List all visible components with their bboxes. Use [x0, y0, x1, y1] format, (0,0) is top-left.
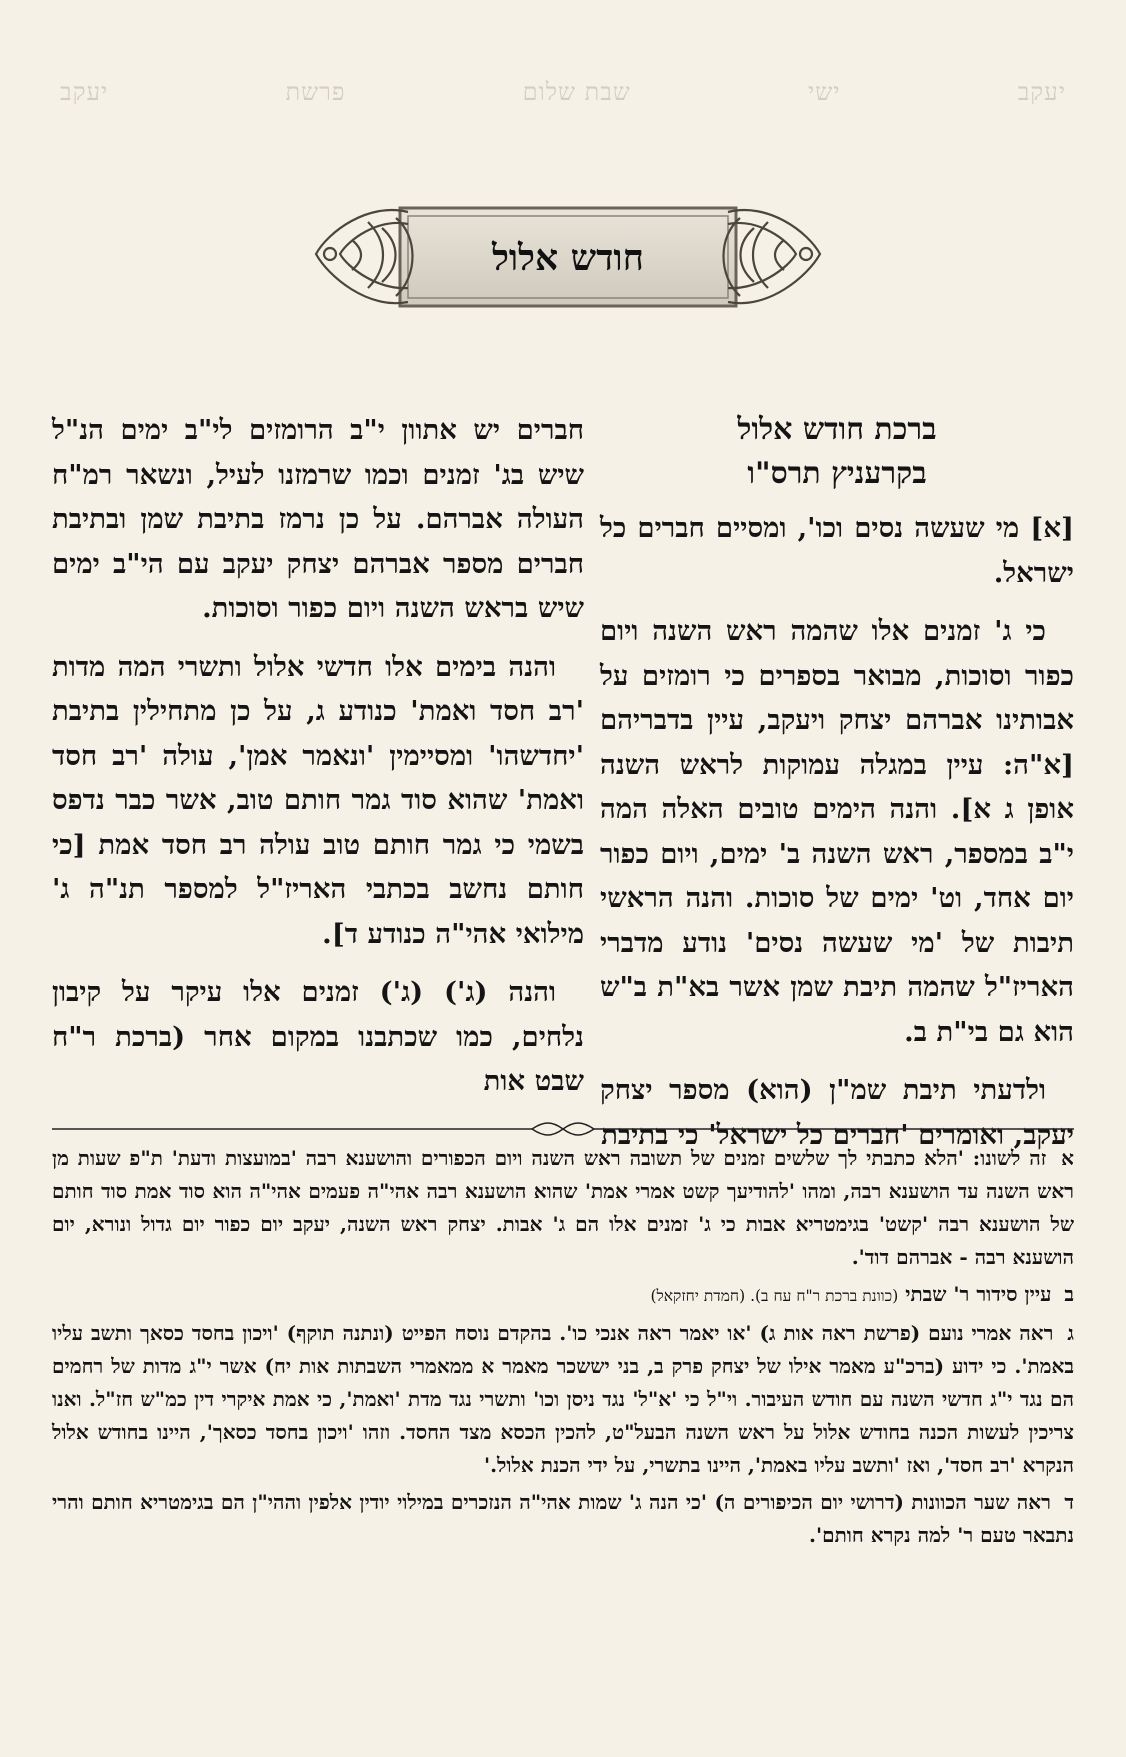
page-title: חודש אלול: [492, 237, 644, 279]
footnote-letter: א: [1061, 1146, 1074, 1170]
right-column: [600, 408, 1074, 1157]
paragraph: כי ג' זמנים אלו שהמה ראש השנה ויום כפור וסוכות, מבואר בספרים כי רומזים על אבותינו אברהם יצחק ויעקב, עיין בדבריהם [א"ה: עיין במגלה עמוקות לראש השנה אופן ג א]. והנה הימים טובים האלה המה י"ב במספר, ראש השנה ב' ימים, ויום כפור יום אחד, וט' ימים של סוכות. והנה הראשי תיבות של 'מי שעשה נסים' נודע מדברי האריז"ל שהמה תיבת שמן אשר בא"ת ב"ש הוא גם בי"ת ב.: [600, 615, 1074, 1048]
show-through-header: [60, 78, 1066, 108]
footnote-letter: ג: [1067, 1321, 1075, 1345]
title-cartouche: [308, 192, 828, 322]
footnote-source: (כוונת ברכת ר"ח עח ב). (חמדת יחזקאל): [650, 1287, 899, 1305]
footnote-letter: ב: [1064, 1282, 1074, 1306]
ghost-header-item: יעקב: [60, 78, 109, 106]
footnote: [52, 1278, 1074, 1313]
section-title: ברכת חודש אלול: [737, 412, 937, 447]
ghost-header-item: שבת שלום: [522, 78, 631, 106]
footnote-divider: [52, 1119, 1074, 1139]
footnote: [52, 1486, 1074, 1552]
footnote-text: עיין סידור ר' שבתי: [905, 1282, 1052, 1306]
footnote-text: ראה שער הכוונות (דרושי יום הכיפורים ה) 'כי הנה ג' שמות אהי"ה הנזכרים במילוי יודין אלפין וההי"ן הם בגימטריא חותם והרי נתבאר טעם ר' למה נקרא חותם'.: [52, 1490, 1074, 1547]
section-subtitle: בקרעניץ תרס"ו: [747, 456, 927, 491]
footnote: [52, 1317, 1074, 1482]
paragraph: והנה בימים אלו חדשי אלול ותשרי המה מדות 'רב חסד ואמת' כנודע ג, על כן מתחילין בתיבת 'יחדשהו' ומסיימין 'ונאמר אמן', עולה 'רב חסד ואמת' שהוא סוד גמר חותם טוב, אשר כבר נדפס בשמי כי גמר חותם טוב עולה רב חסד אמת [כי חותם נחשב בכתבי האריז"ל למספר תנ"ה ג' מילואי אהי"ה כנודע ד].: [52, 650, 584, 950]
footnote-text: זה לשונו: 'הלא כתבתי לך שלשים זמנים של תשובה ראש השנה ויום הכפורים והושענא רבה 'במועצות ודעת' ת"פ שעות מן ראש השנה עד הושענא רבה, ומהו 'להודיעך קשט אמרי אמת' שהוא הושענא רבה אהי"ה פעמים אהי"ה הוא סוד אמת סוד חותם של הושענא רבה 'קשט' בגימטריא אבות כי ג' זמנים אלו הם ג' אבות. יצחק ראש השנה, יעקב יום כפור יום גדול ונורא, יום הושענא רבה - אברהם דוד'.: [52, 1146, 1074, 1269]
left-column: [52, 408, 584, 1104]
ghost-header-item: פרשת: [285, 78, 346, 106]
paragraph: והנה (ג') (ג') זמנים אלו עיקר על קיבון נלחים, כמו שכתבנו במקום אחר (ברכת ר"ח שבט אות: [52, 976, 584, 1097]
ghost-header-item: ישי: [807, 78, 841, 106]
footnotes: [52, 1142, 1074, 1556]
footnote-text: ראה אמרי נועם (פרשת ראה אות ג) 'או יאמר ראה אנכי כו'. בהקדם נוסח הפייט (ונתנה תוקף) 'ויכון בחסד כסאך ותשב עליו באמת'. כי ידוע (ברכ"ע מאמר אילו של יצחק פרק ב, בני יששכר מאמר א ממאמרי השבתות אות יח) אשר י"ג מדות של רחמים הם נגד י"ג חדשי השנה עם חודש העיבור. וי"ל כי 'א"ל' נגד ניסן וכו' ותשרי נגד מדת 'ואמת', כי אמת איקרי דין כמ"ש חז"ל. ואנו צריכין לעשות הכנה בחודש אלול על ראש השנה הבעל"ט, להכין הכסא מצד החסד. וזהו 'ויכון בחסד כסאך', היינו בחודש אלול הנקרא 'רב חסד', ואז 'ותשב עליו באמת', היינו בתשרי, על ידי הכנת אלול.': [52, 1321, 1074, 1477]
paragraph: חברים יש אתוון י"ב הרומזים לי"ב ימים הנ"ל שיש בג' זמנים וכמו שרמזנו לעיל, ונשאר רמ"ח העולה אברהם. על כן נרמז בתיבת שמן ובתיבת חברים מספר אברהם יצחק יעקב עם הי"ב ימים שיש בראש השנה ויום כפור וסוכות.: [52, 414, 584, 624]
paragraph: [א] מי שעשה נסים וכו', ומסיים חברים כל ישראל.: [600, 512, 1074, 589]
footnote-letter: ד: [1064, 1490, 1074, 1514]
paragraph: ולדעתי תיבת שמ"ן (הוא) מספר יצחק יעקב, ואומרים 'חברים כל ישראל' כי בתיבת: [600, 1074, 1074, 1151]
ghost-header-item: יעקב: [1017, 78, 1066, 106]
footnote: [52, 1142, 1074, 1274]
